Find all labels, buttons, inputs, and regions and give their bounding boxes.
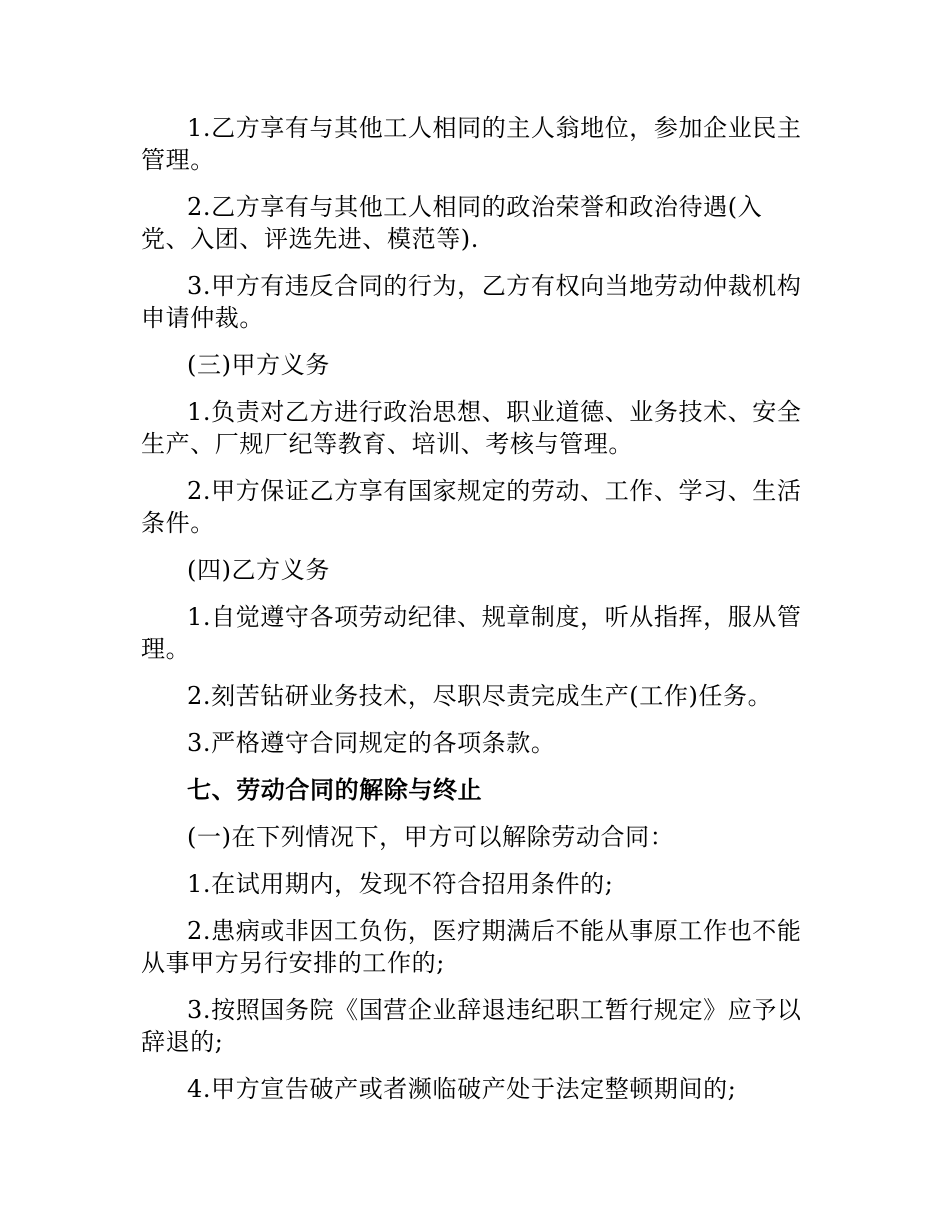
clause-paragraph: 2.甲方保证乙方享有国家规定的劳动、工作、学习、生活条件。 (141, 477, 802, 537)
clause-paragraph: 1.在试用期内，发现不符合招用条件的; (187, 870, 614, 898)
clause-paragraph: 1.负责对乙方进行政治思想、职业道德、业务技术、安全生产、厂规厂纪等教育、培训、考核与管理。 (141, 398, 802, 458)
clause-paragraph: 3.甲方有违反合同的行为，乙方有权向当地劳动仲裁机构申请仲裁。 (141, 272, 802, 332)
clause-paragraph: 1.自觉遵守各项劳动纪律、规章制度，听从指挥，服从管理。 (141, 603, 802, 663)
clause-paragraph: 1.乙方享有与其他工人相同的主人翁地位，参加企业民主管理。 (141, 114, 802, 174)
subsection-heading: (四)乙方义务 (187, 556, 330, 584)
section-heading: 七、劳动合同的解除与终止 (187, 775, 483, 804)
clause-paragraph: 2.刻苦钻研业务技术，尽职尽责完成生产(工作)任务。 (187, 682, 773, 710)
clause-paragraph: 2.患病或非因工负伤，医疗期满后不能从事原工作也不能从事甲方另行安排的工作的; (141, 917, 802, 977)
clause-paragraph: 4.甲方宣告破产或者濒临破产处于法定整顿期间的; (187, 1075, 737, 1103)
subsection-heading: (三)甲方义务 (187, 351, 330, 379)
document-page (141, 112, 809, 1120)
clause-paragraph: 3.按照国务院《国营企业辞退违纪职工暂行规定》应予以辞退的; (141, 996, 802, 1056)
clause-paragraph: 3.严格遵守合同规定的各项条款。 (187, 729, 556, 757)
subsection-heading: (一)在下列情况下，甲方可以解除劳动合同： (187, 823, 675, 851)
clause-paragraph: 2.乙方享有与其他工人相同的政治荣誉和政治待遇(入党、入团、评选先进、模范等). (141, 193, 763, 253)
